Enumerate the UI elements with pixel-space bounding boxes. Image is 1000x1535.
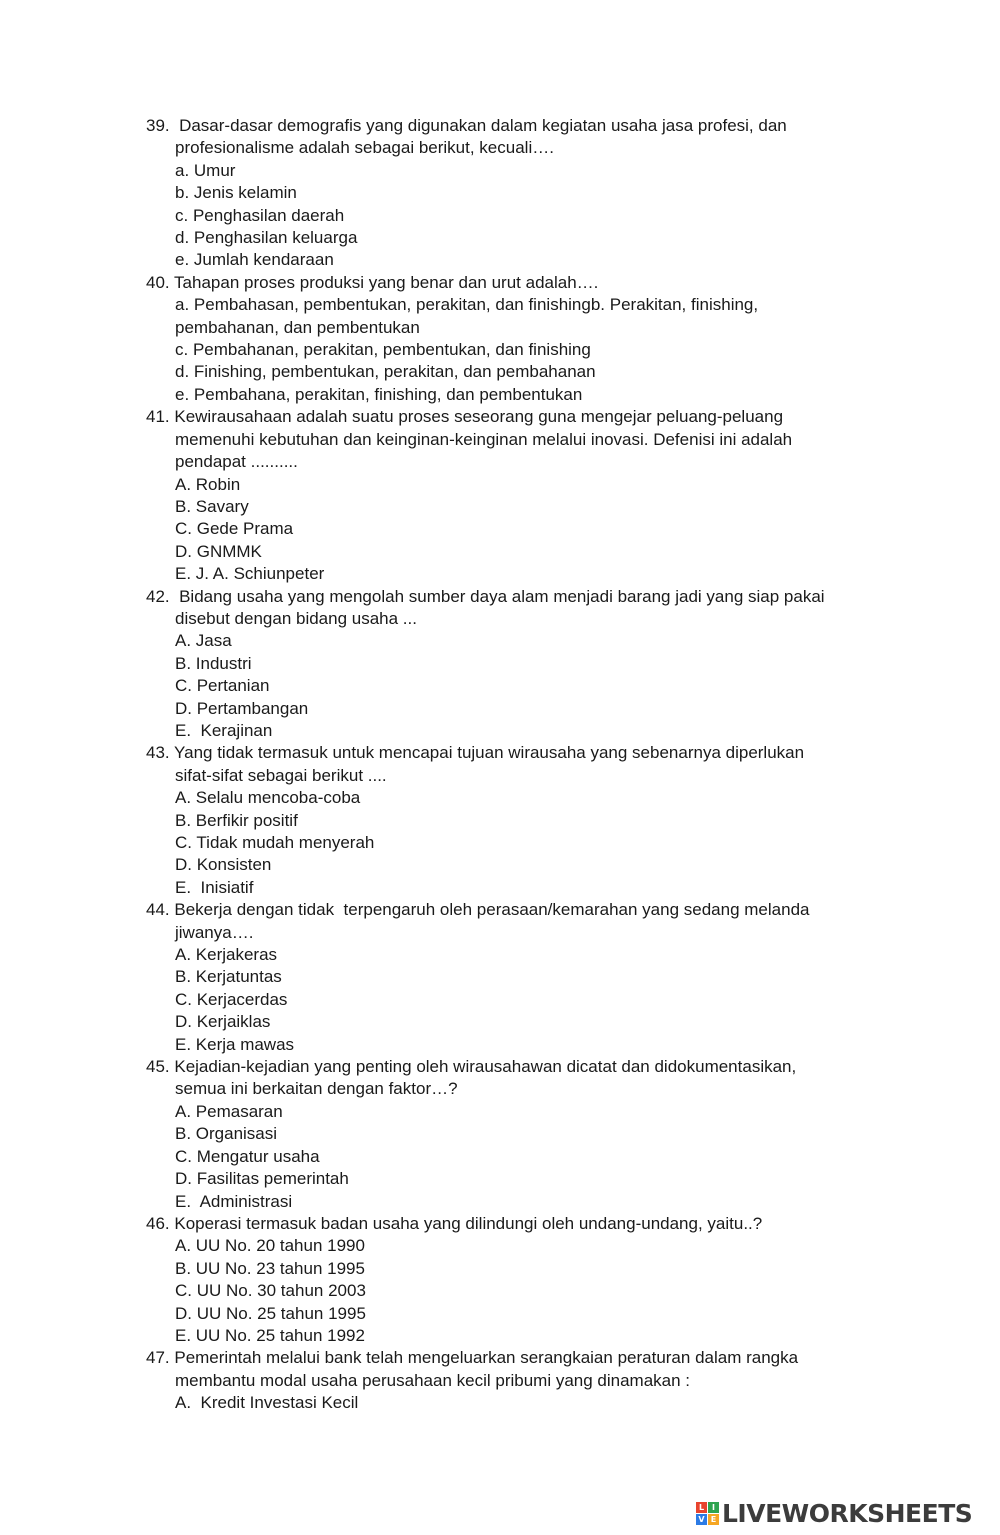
question-block [0,115,1000,272]
question-line: E. Kerja mawas [175,1034,295,1054]
question-stem: 39. Dasar-dasar demografis yang digunakan dalam kegiatan usaha jasa profesi, dan [146,116,787,135]
question-stem: 41. Kewirausahaan adalah suatu proses seseorang guna mengejar peluang-peluang [146,407,784,427]
question-line: c. Penghasilan daerah [175,205,345,225]
question-line: D. Konsisten [175,855,272,875]
question-line: memenuhi kebutuhan dan keinginan-keinginan melalui inovasi. Defenisi ini adalah [175,429,793,449]
question-line: semua ini berkaitan dengan faktor…? [175,1079,458,1099]
question-stem: 47. Pemerintah melalui bank telah mengeluarkan serangkaian peraturan dalam rangka [146,1348,799,1368]
logo-letter: V [696,1514,707,1525]
logo-letter: I [708,1502,719,1513]
question-line: C. UU No. 30 tahun 2003 [175,1281,366,1301]
question-line: A. Pemasaran [175,1101,283,1121]
question-stem: 46. Koperasi termasuk badan usaha yang dilindungi oleh undang-undang, yaitu..? [146,1213,763,1233]
question-block [0,1347,1000,1414]
question-block [0,1056,1000,1213]
question-block [0,406,1000,585]
question-line: C. Mengatur usaha [175,1146,320,1166]
question-line: b. Jenis kelamin [175,183,297,203]
liveworksheets-grid-icon [696,1502,719,1525]
question-line: membantu modal usaha perusahaan kecil pribumi yang dinamakan : [175,1370,691,1390]
question-line: E. Inisiatif [175,877,254,897]
question-block [0,272,1000,406]
question-line: C. Kerjacerdas [175,989,288,1009]
question-stem: 44. Bekerja dengan tidak terpengaruh oleh perasaan/kemarahan yang sedang melanda [146,900,810,920]
question-line: d. Finishing, pembentukan, perakitan, dan pembahanan [175,362,596,382]
question-line: D. Pertambangan [175,698,309,718]
question-line: e. Jumlah kendaraan [175,250,334,270]
question-block [0,586,1000,743]
question-line: A. Selalu mencoba-coba [175,788,361,808]
question-line: sifat-sifat sebagai berikut .... [175,765,387,785]
question-line: jiwanya…. [175,922,254,942]
question-line: A. Robin [175,474,241,494]
question-line: C. Tidak mudah menyerah [175,833,375,852]
question-line: e. Pembahana, perakitan, finishing, dan pembentukan [175,384,583,404]
question-line: B. Savary [175,496,249,516]
worksheet-page [0,115,1000,1415]
question-line: c. Pembahanan, perakitan, pembentukan, dan finishing [175,340,591,360]
question-line: D. GNMMK [175,541,262,561]
question-stem: 40. Tahapan proses produksi yang benar dan urut adalah…. [146,272,599,292]
question-line: A. Kredit Investasi Kecil [175,1393,359,1413]
question-line: B. Organisasi [175,1124,278,1144]
question-line: d. Penghasilan keluarga [175,228,358,248]
question-line: E. UU No. 25 tahun 1992 [175,1325,365,1345]
question-block [0,1213,1000,1347]
question-line: A. Jasa [175,631,232,651]
question-stem: 45. Kejadian-kejadian yang penting oleh wirausahawan dicatat dan didokumentasikan, [146,1057,797,1077]
logo-letter: E [708,1514,719,1525]
question-stem: 42. Bidang usaha yang mengolah sumber daya alam menjadi barang jadi yang siap pakai [146,586,825,606]
question-line: B. Kerjatuntas [175,967,282,987]
liveworksheets-logo[interactable] [696,1498,972,1528]
question-line: D. UU No. 25 tahun 1995 [175,1303,366,1323]
question-line: D. Fasilitas pemerintah [175,1169,349,1189]
question-line: B. UU No. 23 tahun 1995 [175,1258,365,1278]
question-line: B. Industri [175,653,252,673]
question-line: E. Kerajinan [175,720,273,740]
question-line: C. Gede Prama [175,519,294,539]
question-line: D. Kerjaiklas [175,1012,271,1032]
question-block [0,742,1000,899]
question-line: a. Pembahasan, pembentukan, perakitan, dan finishingb. Perakitan, finishing, [175,295,759,315]
question-line: E. Administrasi [175,1191,293,1211]
question-line: disebut dengan bidang usaha ... [175,608,417,628]
logo-letter: L [696,1502,707,1513]
question-line: profesionalisme adalah sebagai berikut, kecuali…. [175,138,554,158]
question-line: B. Berfikir positif [175,810,298,830]
brand-text: LIVEWORKSHEETS [722,1498,973,1528]
question-line: A. UU No. 20 tahun 1990 [175,1236,365,1256]
question-line: pembahanan, dan pembentukan [175,317,420,337]
question-stem: 43. Yang tidak termasuk untuk mencapai tujuan wirausaha yang sebenarnya diperlukan [146,743,805,763]
question-line: pendapat .......... [175,452,298,472]
question-line: A. Kerjakeras [175,945,278,965]
question-line: a. Umur [175,160,236,180]
question-line: E. J. A. Schiunpeter [175,564,325,584]
question-line: C. Pertanian [175,676,270,696]
question-block [0,899,1000,1056]
